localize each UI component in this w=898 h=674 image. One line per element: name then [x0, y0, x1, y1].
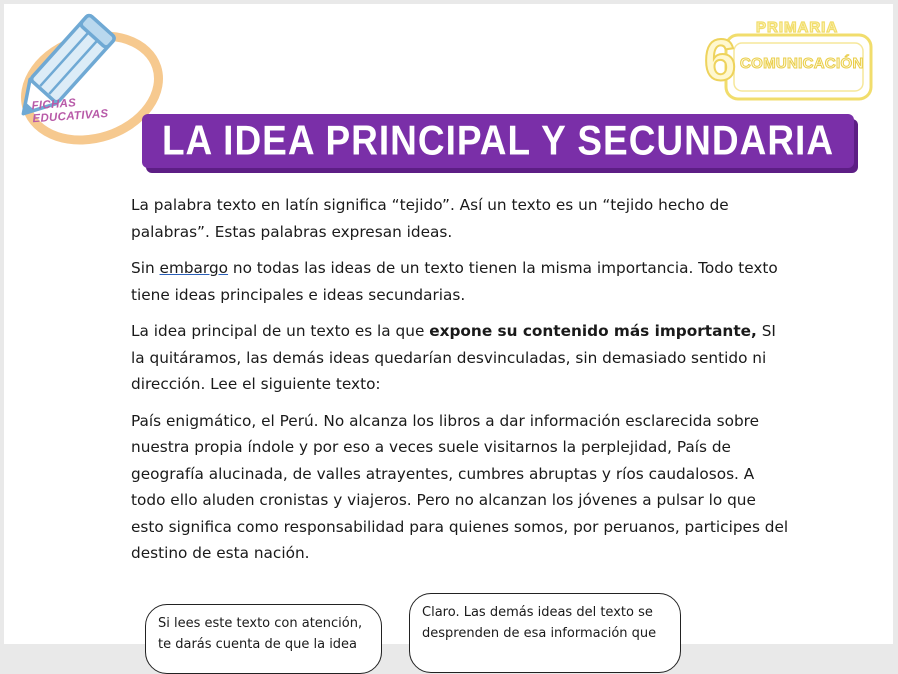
- speech-bubble-right: [409, 593, 681, 673]
- bubble-right-line-2: desprenden de esa información que: [422, 626, 657, 641]
- paragraph-definition: [131, 318, 791, 398]
- badge-grade: 6: [704, 28, 737, 93]
- paragraph-ideas-start: Sin: [131, 259, 160, 277]
- paragraph-ideas: [131, 255, 791, 308]
- logo-line-fichas: FICHAS: [31, 97, 77, 113]
- paragraph-ideas-end: no todas las ideas de un texto tienen la misma importancia. Todo texto tiene ideas principales e ideas secundarias.: [131, 259, 778, 304]
- title-banner: [142, 114, 854, 168]
- badge-level: PRIMARIA: [756, 19, 839, 36]
- speech-bubble-left: [145, 604, 382, 674]
- page-title: LA IDEA PRINCIPAL Y SECUNDARIA: [161, 117, 835, 164]
- underlined-word: embargo: [159, 259, 229, 277]
- reading-content: [131, 192, 791, 577]
- bubble-left-line-1: Si lees este texto con atención,: [158, 616, 363, 631]
- highlighted-phrase: expone su contenido más importante,: [429, 322, 757, 340]
- worksheet-page: [4, 4, 893, 652]
- bubble-left-line-2: te darás cuenta de que la idea: [158, 637, 358, 652]
- bubble-right-line-1: Claro. Las demás ideas del texto se: [422, 605, 653, 620]
- paragraph-sample-text: País enigmático, el Perú. No alcanza los libros a dar información esclarecida sobre nuestra propia índole y por eso a veces suele visitarnos la perplejidad, País de geografía alucinada, de valles atrayentes, cumbres abruptas y ríos caudalosos. A todo ello aluden cronistas y viajeros. Pero no alcanzan los jóvenes a pulsar lo que esto significa como responsabilidad para quienes somos, por peruanos, participes del destino de esta nación.: [131, 411, 789, 562]
- logo-line-educativas: EDUCATIVAS: [32, 108, 109, 126]
- paragraph-definition-start: La idea principal de un texto es la que: [131, 322, 430, 340]
- badge-subject: COMUNICACIÓN: [740, 55, 864, 72]
- paragraph-intro: La palabra texto en latín significa “tejido”. Así un texto es un “tejido hecho de palabras”. Estas palabras expresan ideas.: [131, 196, 729, 241]
- paragraph-definition-end: SI la quitáramos, las demás ideas quedarían desvinculadas, sin demasiado sentido ni dirección. Lee el siguiente texto:: [131, 322, 776, 393]
